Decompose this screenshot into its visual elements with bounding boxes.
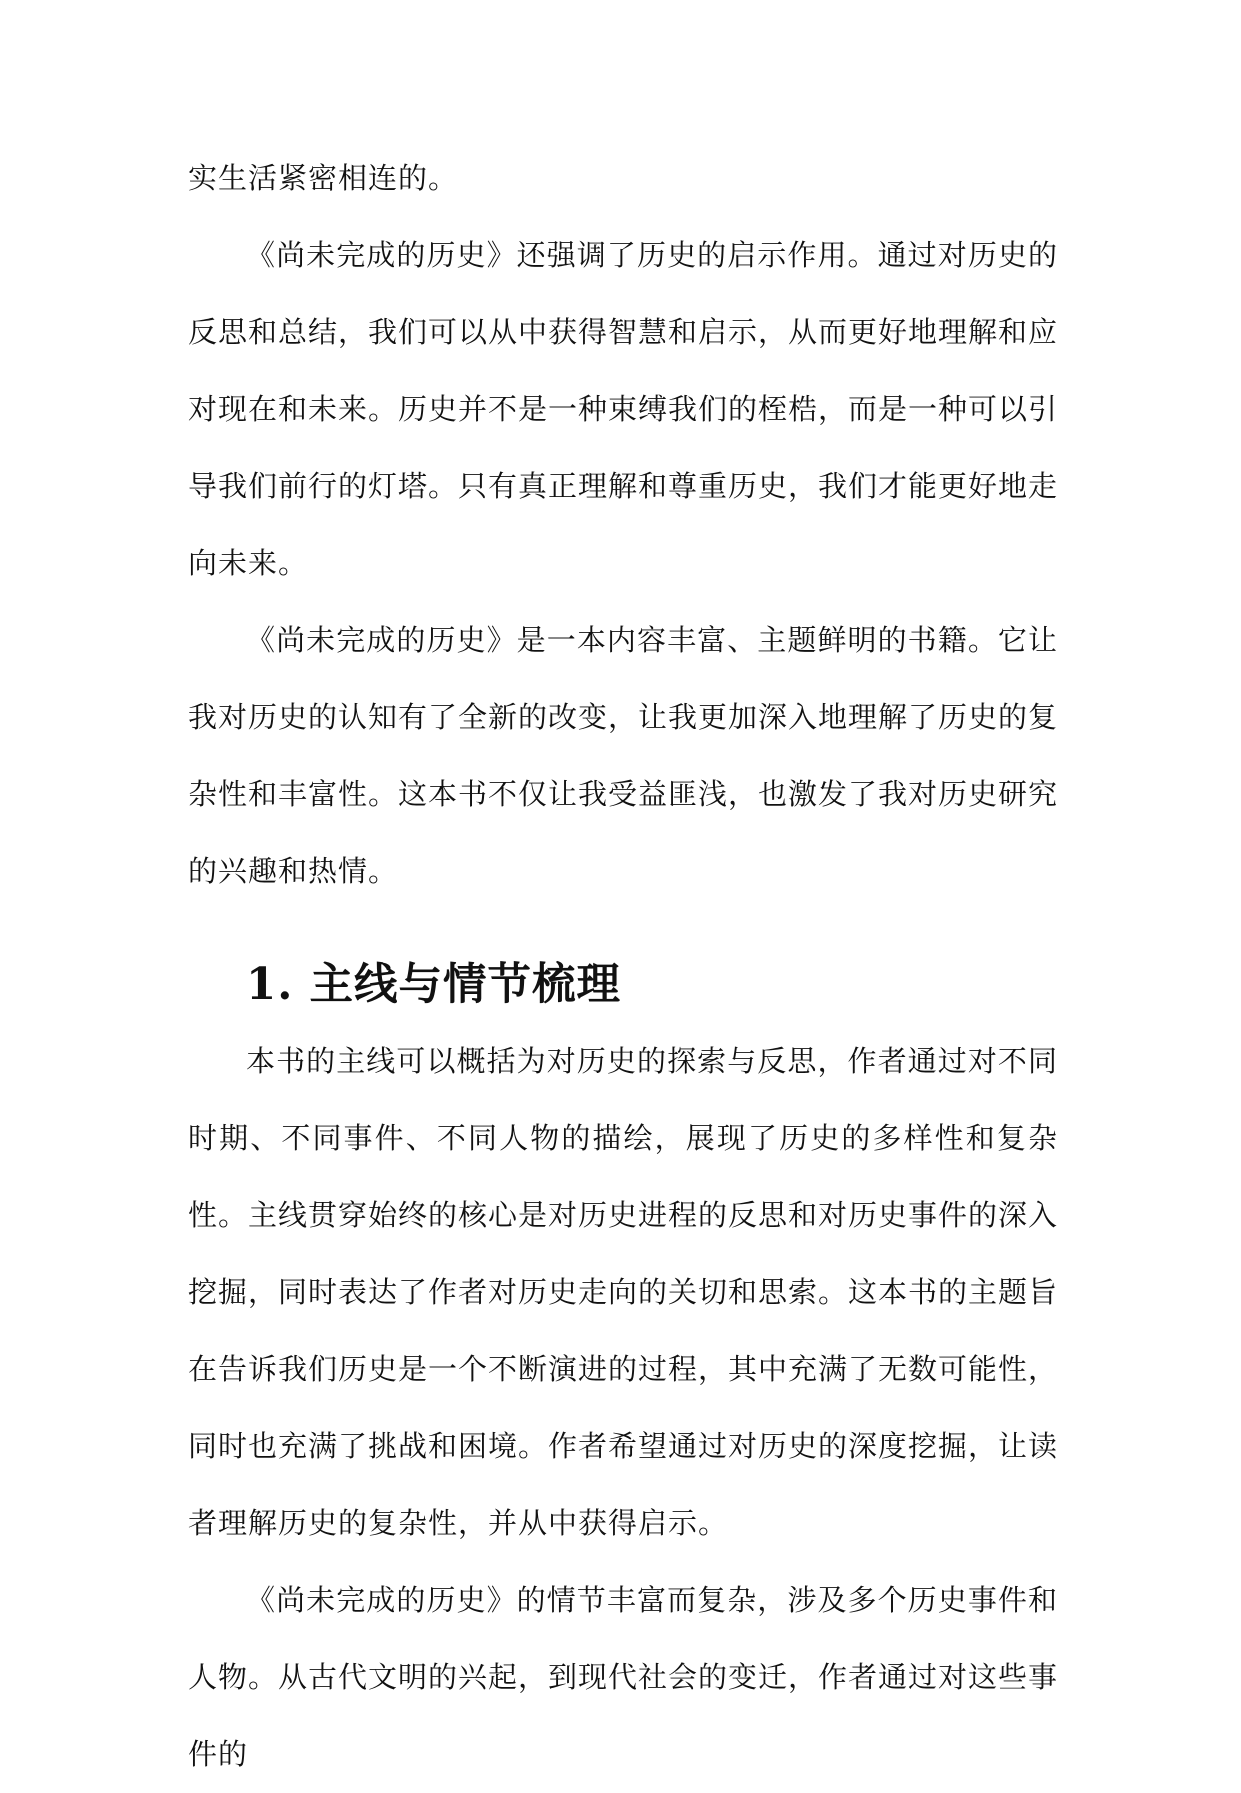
paragraph-continuation: 实生活紧密相连的。 (188, 161, 459, 195)
document-body (188, 140, 1058, 1793)
section-heading: 1. 主线与情节梳理 (246, 959, 622, 1010)
paragraph-plot: 《尚未完成的历史》的情节丰富而复杂，涉及多个历史事件和人物。从古代文明的兴起，到现代社会的变迁，作者通过对这些事件的 (188, 1583, 1059, 1771)
paragraph-main-thread: 本书的主线可以概括为对历史的探索与反思，作者通过对不同时期、不同事件、不同人物的描绘，展现了历史的多样性和复杂性。主线贯穿始终的核心是对历史进程的反思和对历史事件的深入挖掘，同时表达了作者对历史走向的关切和思索。这本书的主题旨在告诉我们历史是一个不断演进的过程，其中充满了无数可能性，同时也充满了挑战和困境。作者希望通过对历史的深度挖掘，让读者理解历史的复杂性，并从中获得启示。 (188, 1044, 1059, 1540)
paragraph-book-summary: 《尚未完成的历史》是一本内容丰富、主题鲜明的书籍。它让我对历史的认知有了全新的改变，让我更加深入地理解了历史的复杂性和丰富性。这本书不仅让我受益匪浅，也激发了我对历史研究的兴趣和热情。 (188, 623, 1059, 888)
section-spacer (188, 910, 1058, 946)
paragraph-historical-insight: 《尚未完成的历史》还强调了历史的启示作用。通过对历史的反思和总结，我们可以从中获得智慧和启示，从而更好地理解和应对现在和未来。历史并不是一种束缚我们的桎梏，而是一种可以引导我们前行的灯塔。只有真正理解和尊重历史，我们才能更好地走向未来。 (188, 238, 1059, 580)
